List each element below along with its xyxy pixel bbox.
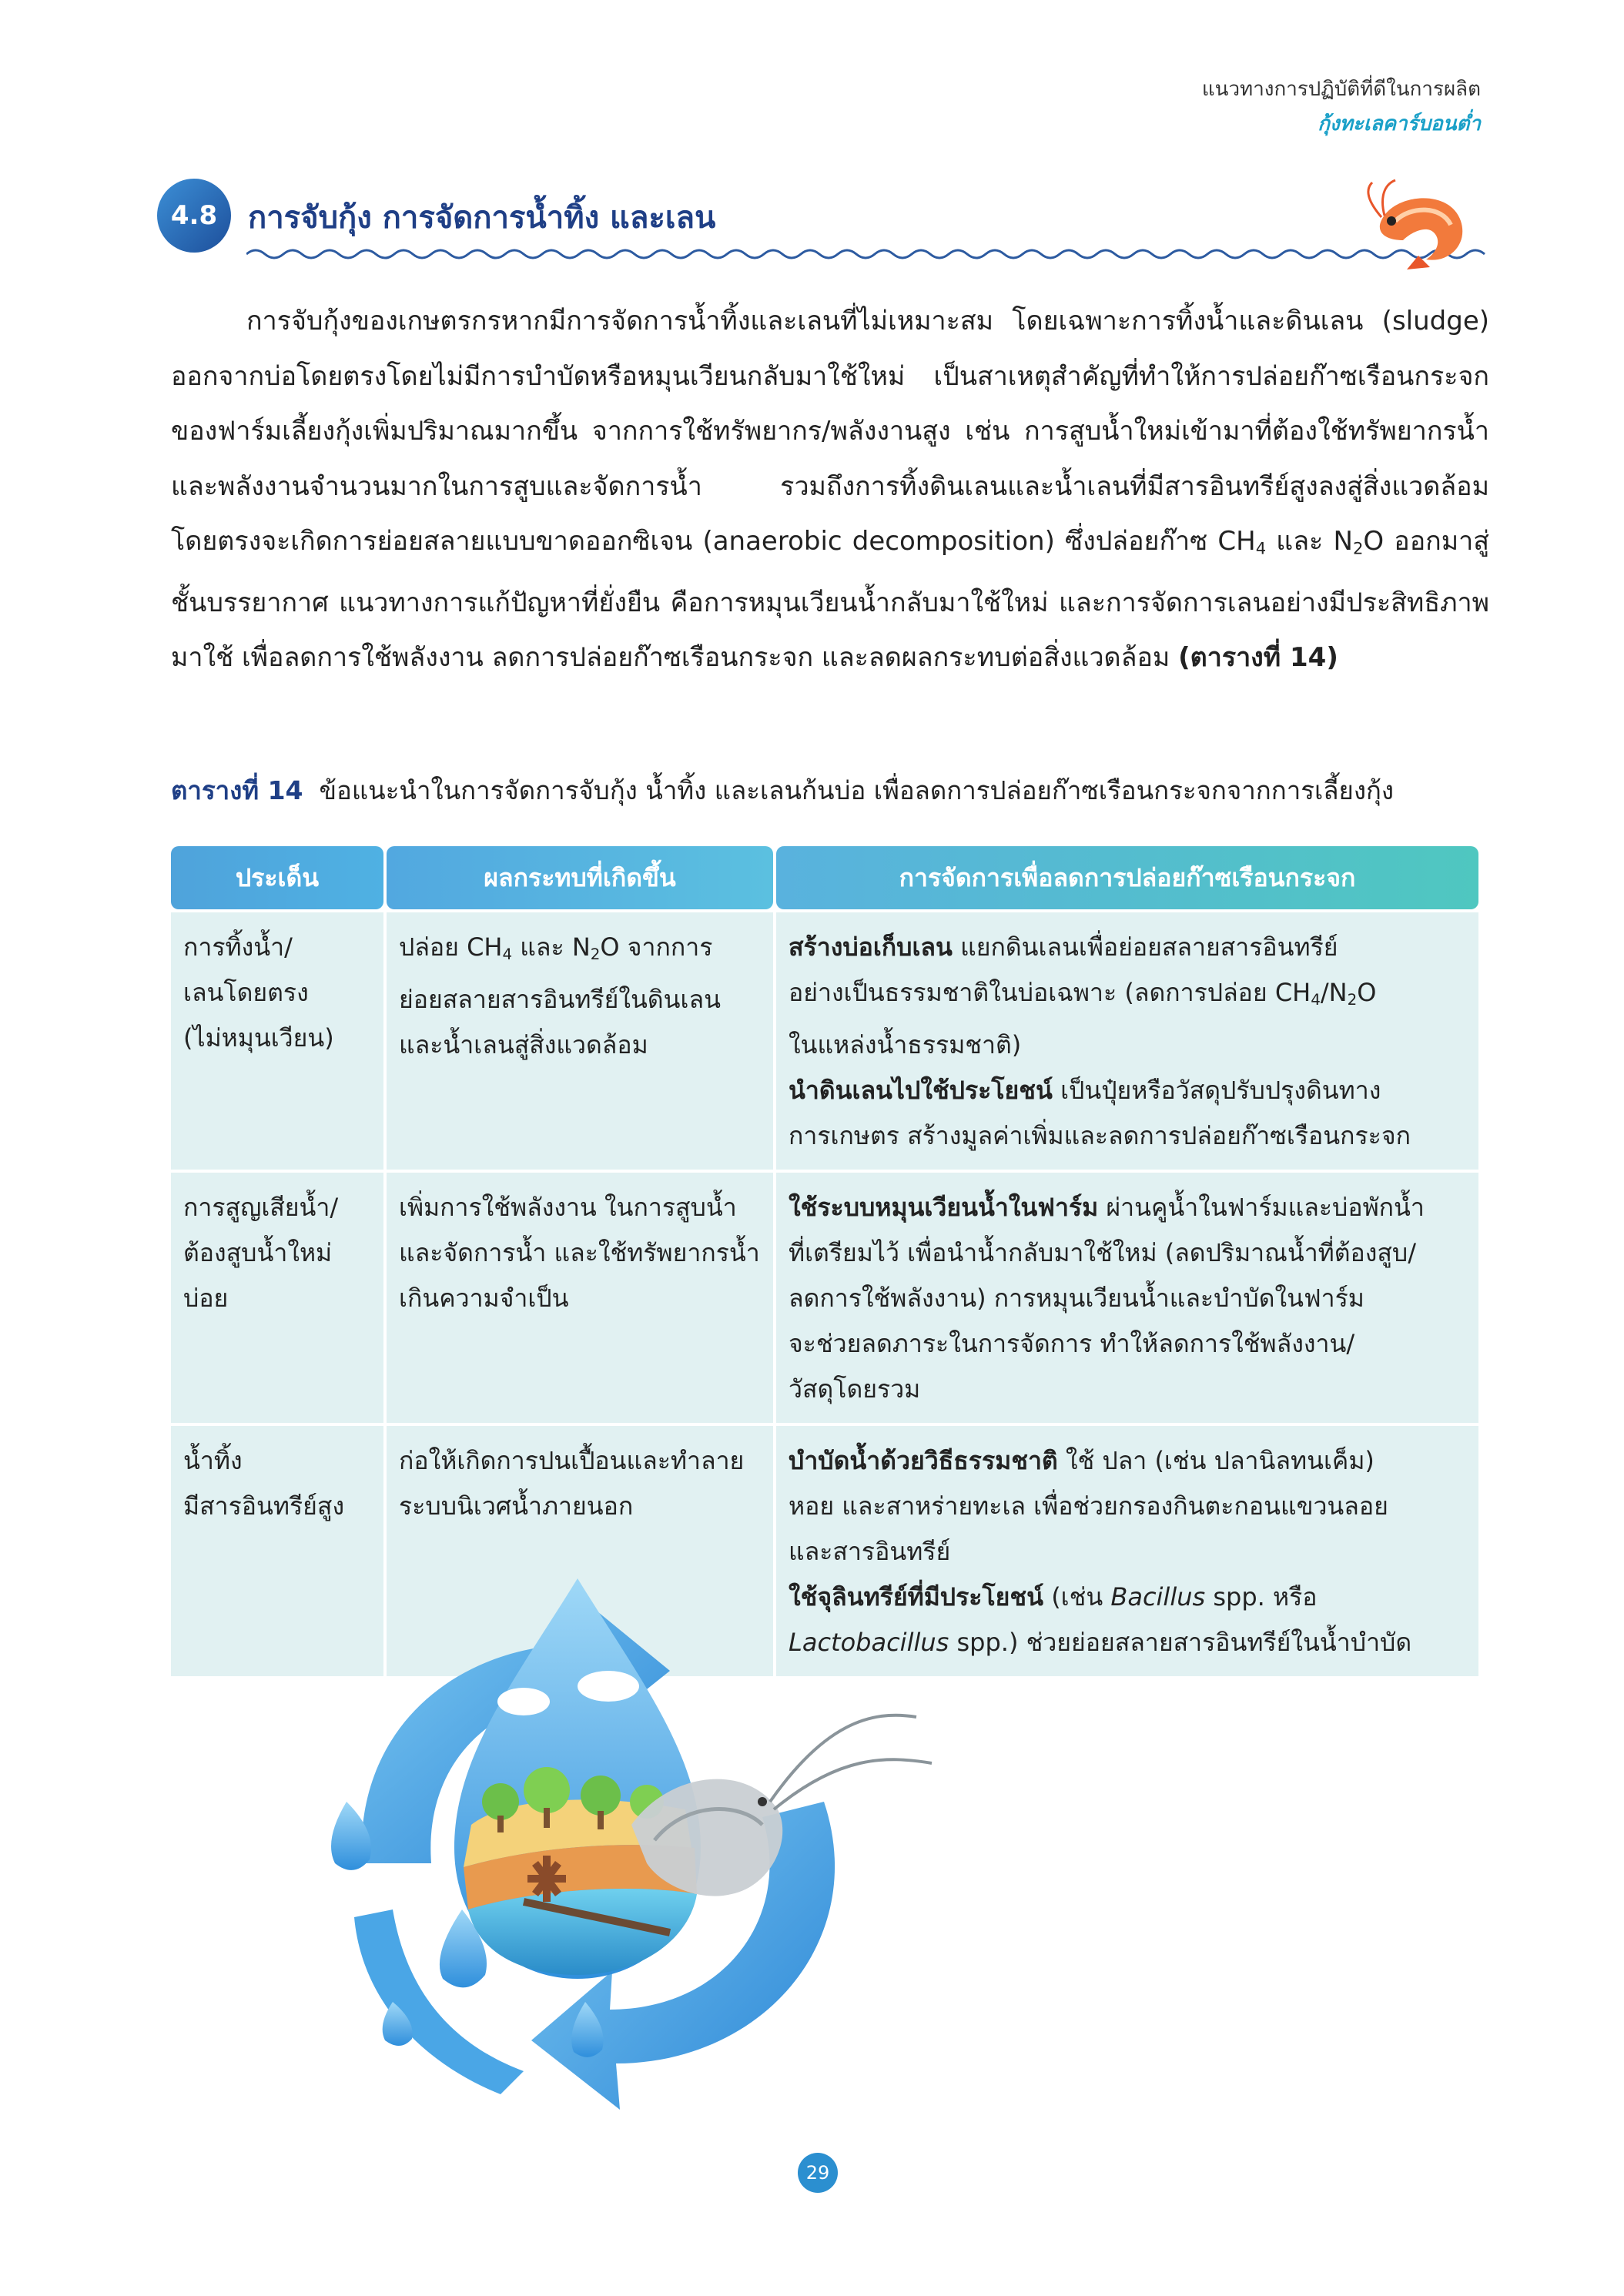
- section-number-badge: 4.8: [157, 179, 231, 253]
- impact-line: และจัดการน้ำ และใช้ทรัพยากรน้ำ: [399, 1237, 760, 1267]
- body-text-1: การจับกุ้งของเกษตรกรหากมีการจัดการน้ำทิ้งและเลนที่ไม่เหมาะสม โดยเฉพาะการทิ้งน้ำและดินเลน (sludge) ออกจากบ่อโดยตรงโดยไม่มีการบำบัดหรือหมุนเวียนกลับมาใช้ใหม่ เป็นสาเหตุสำคัญที่ทำให้การปล่อยก๊าซเรือนกระจกของฟาร์มเลี้ยงกุ้งเพิ่มปริมาณมากขึ้น จากการใช้ทรัพยากร/พลังงานสูง เช่น การสูบน้ำใหม่เข้ามาที่ต้องใช้ทรัพยากรน้ำและพลังงานจำนวนมากในการสูบและจัดการน้ำ รวมถึงการทิ้งดินเลนและน้ำเลนที่มีสารอินทรีย์สูงลงสู่สิ่งแวดล้อมโดยตรงจะเกิดการย่อยสลายแบบขาดออกซิเจน (anaerobic decomposition) ซึ่งปล่อยก๊าซ CH: [171, 306, 1489, 557]
- table-row: [171, 1173, 1478, 1423]
- table-row: [171, 912, 1478, 1170]
- management-line: ใช้ระบบหมุนเวียนน้ำในฟาร์ม ผ่านคูน้ำในฟาร์มและบ่อพักน้ำ: [789, 1192, 1425, 1222]
- header-impact: ผลกระทบที่เกิดขึ้น: [387, 846, 773, 909]
- impact-line: ก่อให้เกิดการปนเปื้อนและทำลาย: [399, 1445, 745, 1475]
- wave-divider: [246, 245, 1494, 263]
- management-line: วัสดุโดยรวม: [789, 1374, 921, 1404]
- management-line: สร้างบ่อเก็บเลน แยกดินเลนเพื่อย่อยสลายสารอินทรีย์: [789, 932, 1338, 962]
- management-line: ที่เตรียมไว้ เพื่อนำน้ำกลับมาใช้ใหม่ (ลดปริมาณน้ำที่ต้องสูบ/: [789, 1237, 1417, 1267]
- header-line-1: แนวทางการปฏิบัติที่ดีในการผลิต: [1201, 78, 1481, 101]
- page-number: 29: [798, 2153, 838, 2193]
- management-line: ในแหล่งน้ำธรรมชาติ): [789, 1029, 1022, 1059]
- management-line: ลดการใช้พลังงาน) การหมุนเวียนน้ำและบำบัดในฟาร์ม: [789, 1283, 1364, 1313]
- recommendation-table: [168, 843, 1482, 1679]
- body-text-2: และ N: [1266, 526, 1353, 557]
- issue-line: เลนโดยตรง: [183, 978, 309, 1007]
- management-line: บำบัดน้ำด้วยวิธีธรรมชาติ ใช้ ปลา (เช่น ปลานิลทนเค็ม): [789, 1445, 1375, 1475]
- body-paragraph: [171, 294, 1489, 686]
- impact-line: เกินความจำเป็น: [399, 1283, 569, 1313]
- management-line: และสารอินทรีย์: [789, 1536, 951, 1566]
- header-issue: ประเด็น: [171, 846, 383, 909]
- impact-line: ปล่อย $CH_4$ และ $N_2O$ จากการ: [399, 932, 713, 963]
- header-management: การจัดการเพื่อลดการปล่อยก๊าซเรือนกระจก: [776, 846, 1478, 909]
- management-line: นำดินเลนไปใช้ประโยชน์ เป็นปุ๋ยหรือวัสดุปรับปรุงดินทาง: [789, 1075, 1381, 1105]
- issue-cell: [171, 912, 383, 1170]
- issue-line: การทิ้งน้ำ/: [183, 932, 293, 962]
- table-reference: (ตารางที่ 14): [1178, 642, 1338, 674]
- issue-line: บ่อย: [183, 1283, 229, 1313]
- management-line: จะช่วยลดภาระในการจัดการ ทำให้ลดการใช้พลังงาน/: [789, 1328, 1355, 1358]
- issue-line: มีสารอินทรีย์สูง: [183, 1491, 345, 1521]
- impact-line: ย่อยสลายสารอินทรีย์ในดินเลน: [399, 984, 721, 1014]
- issue-line: น้ำทิ้ง: [183, 1445, 243, 1475]
- impact-line: เพิ่มการใช้พลังงาน ในการสูบน้ำ: [399, 1192, 737, 1222]
- management-line: หอย และสาหร่ายทะเล เพื่อช่วยกรองกินตะกอนแขวนลอย: [789, 1491, 1388, 1521]
- caption-label: ตารางที่ 14: [171, 775, 303, 805]
- issue-line: ต้องสูบน้ำใหม่: [183, 1237, 333, 1267]
- running-header: [1202, 73, 1481, 139]
- body-text-3: O ออกมาสู่ชั้นบรรยากาศ แนวทางการแก้ปัญหาที่ยั่งยืน คือการหมุนเวียนน้ำกลับมาใช้ใหม่ และการจัดการเลนอย่างมีประสิทธิภาพมาใช้ เพื่อลดการใช้พลังงาน ลดการปล่อยก๊าซเรือนกระจก และลดผลกระทบต่อสิ่งแวดล้อม: [171, 526, 1489, 674]
- header-line-2: กุ้งทะเลคาร์บอนต่ำ: [1318, 112, 1481, 136]
- management-line: ใช้จุลินทรีย์ที่มีประโยชน์ (เช่น Bacillus spp. หรือ: [789, 1581, 1318, 1612]
- management-line: การเกษตร สร้างมูลค่าเพิ่มและลดการปล่อยก๊าซเรือนกระจก: [789, 1120, 1411, 1150]
- impact-line: ระบบนิเวศน้ำภายนอก: [399, 1491, 634, 1521]
- body-sub-2: 2: [1352, 538, 1364, 558]
- table-caption: [171, 770, 1394, 811]
- issue-cell: [171, 1173, 383, 1423]
- impact-line: และน้ำเลนสู่สิ่งแวดล้อม: [399, 1029, 648, 1059]
- water-recycle-illustration: [270, 1571, 963, 2125]
- caption-text: ข้อแนะนำในการจัดการจับกุ้ง น้ำทิ้ง และเลนก้นบ่อ เพื่อลดการปล่อยก๊าซเรือนกระจกจากการเลี้ยงกุ้ง: [319, 775, 1395, 805]
- section-title: การจับกุ้ง การจัดการน้ำทิ้ง และเลน: [248, 200, 716, 236]
- impact-cell: [387, 912, 773, 1170]
- management-line: อย่างเป็นธรรมชาติในบ่อเฉพาะ (ลดการปล่อย $CH_4/N_2O$: [789, 978, 1377, 1009]
- table-header-row: [171, 846, 1478, 909]
- shrimp-icon: [1364, 179, 1480, 279]
- issue-line: (ไม่หมุนเวียน): [183, 1023, 334, 1053]
- management-line: Lactobacillus spp.) ช่วยย่อยสลายสารอินทรีย์ในน้ำบำบัด: [789, 1627, 1412, 1657]
- issue-line: การสูญเสียน้ำ/: [183, 1192, 339, 1222]
- impact-cell: [387, 1173, 773, 1423]
- body-sub-1: 4: [1255, 538, 1267, 558]
- management-cell: [776, 912, 1478, 1170]
- management-cell: [776, 1173, 1478, 1423]
